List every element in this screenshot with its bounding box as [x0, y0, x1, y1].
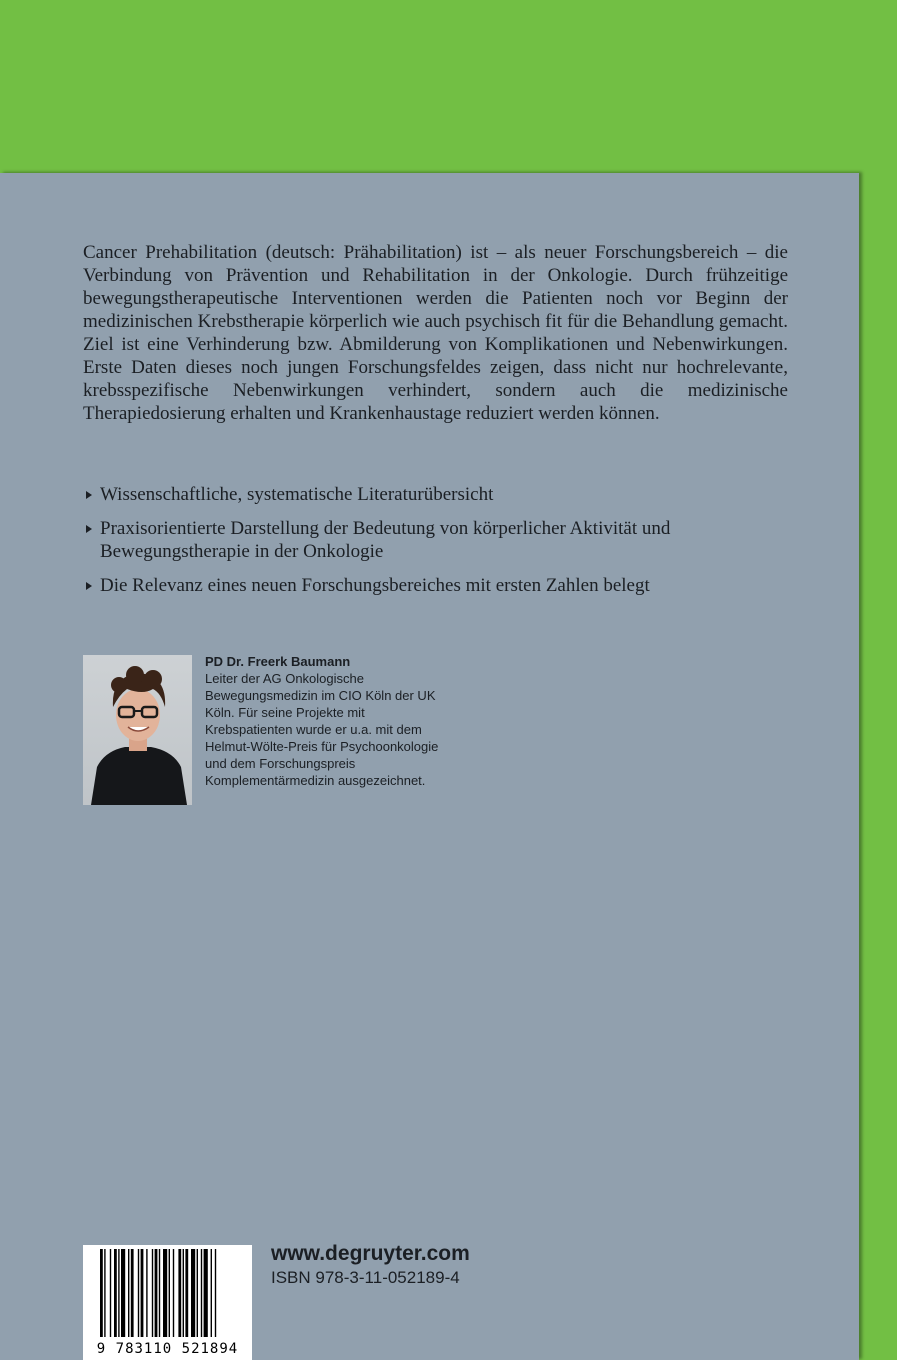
triangle-bullet-icon	[86, 491, 92, 499]
feature-list	[83, 483, 783, 608]
isbn-barcode	[83, 1245, 252, 1360]
triangle-bullet-icon	[86, 582, 92, 590]
list-item-text: Die Relevanz eines neuen Forschungsbereiches mit ersten Zahlen belegt	[100, 575, 650, 596]
author-photo	[83, 655, 192, 805]
author-bio-text: Leiter der AG Onkologische Bewegungsmedizin im CIO Köln der UK Köln. Für seine Projekte mit Krebspatienten wurde er u.a. mit dem Helmut-Wölte-Preis für Psychoonkologie und dem Forschungspreis Komplementärmedizin ausgezeichnet.	[205, 671, 439, 788]
publisher-url[interactable]: www.degruyter.com	[271, 1242, 470, 1265]
list-item	[83, 517, 783, 563]
triangle-bullet-icon	[86, 525, 92, 533]
back-cover-panel	[0, 173, 859, 1360]
author-portrait-image	[83, 655, 192, 805]
book-blurb: Cancer Prehabilitation (deutsch: Prähabilitation) ist – als neuer Forschungsbereich – die Verbindung von Prävention und Rehabilitation in der Onkologie. Durch frühzeitige bewegungstherapeutische Interventionen werden die Patienten noch vor Beginn der medizinischen Krebstherapie körperlich wie auch psychisch fit für die Behandlung gemacht. Ziel ist eine Verhinderung bzw. Abmilderung von Komplikationen und Nebenwirkungen. Erste Daten dieses noch jungen Forschungsfeldes zeigen, dass nicht nur hochrelevante, krebsspezifische Nebenwirkungen verhindert, sondern auch die medizinische Therapiedosierung erhalten und Krankenhaustage reduziert werden können.	[83, 242, 788, 424]
author-bio	[205, 653, 445, 789]
barcode-bars	[83, 1245, 252, 1341]
list-item	[83, 483, 783, 506]
list-item-text: Praxisorientierte Darstellung der Bedeutung von körperlicher Aktivität und Bewegungstherapie in der Onkologie	[100, 518, 671, 562]
barcode-digits: 9 783110 521894	[96, 1341, 239, 1357]
isbn-number: ISBN 978-3-11-052189-4	[271, 1268, 460, 1287]
author-name: PD Dr. Freerk Baumann	[205, 654, 351, 669]
list-item	[83, 574, 783, 597]
list-item-text: Wissenschaftliche, systematische Literaturübersicht	[100, 484, 494, 505]
publisher-info	[271, 1241, 470, 1289]
